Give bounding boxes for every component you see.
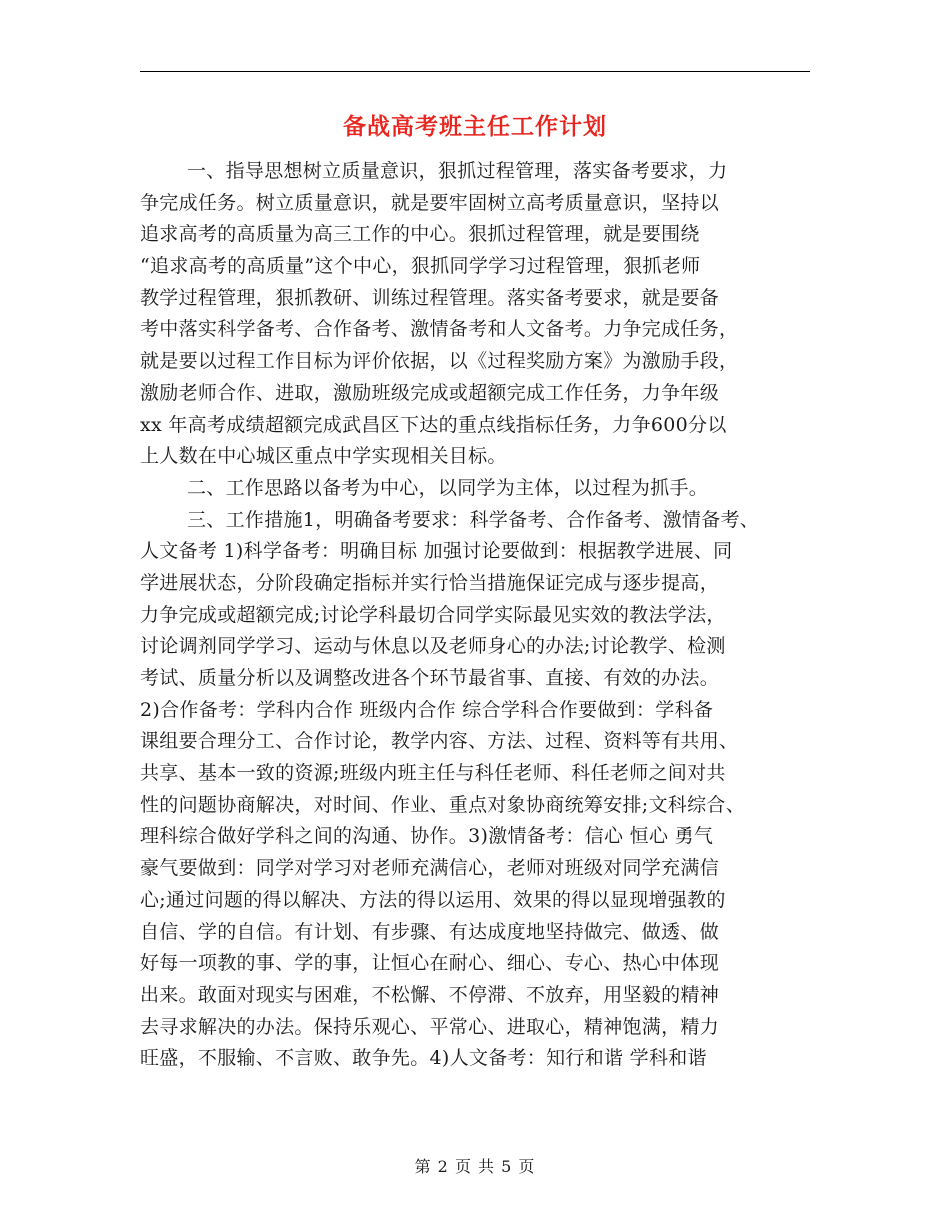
document-title: 备战高考班主任工作计划: [343, 113, 607, 140]
text-line: 讨论调剂同学学习、运动与休息以及老师身心的办法;讨论教学、检测: [140, 635, 726, 658]
text-line: 二、工作思路以备考为中心，以同学为主体，以过程为抓手。: [187, 476, 709, 499]
text-line: “追求高考的高质量”这个中心，狠抓同学学习过程管理，狠抓老师: [140, 255, 701, 278]
header-rule: [140, 71, 810, 72]
text-line: 2)合作备考：学科内合作 班级内合作 综合学科合作要做到：学科备: [140, 698, 714, 721]
text-line: 出来。敢面对现实与困难，不松懈、不停滞、不放弃，用坚毅的精神: [140, 983, 720, 1006]
text-line: 力争完成或超额完成;讨论学科最切合同学实际最见实效的教法学法，: [140, 603, 726, 626]
text-line: 追求高考的高质量为高三工作的中心。狠抓过程管理，就是要围绕: [140, 223, 700, 246]
text-line: 考试、质量分析以及调整改进各个环节最省事、直接、有效的办法。: [140, 667, 720, 689]
text-line: 就是要以过程工作目标为评价依据，以《过程奖励方案》为激励手段，: [140, 350, 739, 373]
document-body: [140, 156, 830, 1075]
text-line: 三、工作措施1，明确备考要求：科学备考、合作备考、激情备考、: [187, 508, 760, 531]
text-line: 课组要合理分工、合作讨论，教学内容、方法、过程、资料等有共用、: [140, 730, 739, 753]
text-line: 性的问题协商解决，对时间、作业、重点对象协商统筹安排;文科综合、: [140, 793, 746, 816]
text-line: 考中落实科学备考、合作备考、激情备考和人文备考。力争完成任务，: [140, 318, 739, 341]
text-line: 激励老师合作、进取，激励班级完成或超额完成工作任务，力争年级: [140, 381, 720, 404]
text-line: 旺盛，不服输、不言败、敢争先。4)人文备考：知行和谐 学科和谐: [140, 1047, 707, 1070]
text-line: 上人数在中心城区重点中学实现相关目标。: [140, 445, 507, 468]
text-line: 理科综合做好学科之间的沟通、协作。3)激情备考：信心 恒心 勇气: [140, 825, 714, 848]
text-line: 豪气要做到：同学对学习对老师充满信心，老师对班级对同学充满信: [140, 857, 720, 880]
text-line: 自信、学的自信。有计划、有步骤、有达成度地坚持做完、做透、做: [140, 920, 720, 943]
text-line: xx 年高考成绩超额完成武昌区下达的重点线指标任务，力争600分以: [140, 413, 727, 436]
text-line: 去寻求解决的办法。保持乐观心、平常心、进取心，精神饱满，精力: [140, 1015, 720, 1038]
text-line: 好每一项教的事、学的事，让恒心在耐心、细心、专心、热心中体现: [140, 952, 720, 975]
text-line: 教学过程管理，狠抓教研、训练过程管理。落实备考要求，就是要备: [140, 286, 720, 309]
text-line: 心;通过问题的得以解决、方法的得以运用、效果的得以显现增强教的: [140, 888, 726, 911]
text-line: 人文备考 1)科学备考：明确目标 加强讨论要做到：根据教学进展、同: [140, 540, 733, 563]
text-line: 一、指导思想树立质量意识，狠抓过程管理，落实备考要求，力: [187, 160, 728, 182]
page-number-footer: 第 2 页 共 5 页: [414, 1157, 536, 1176]
text-line: 争完成任务。树立质量意识，就是要牢固树立高考质量意识，坚持以: [140, 191, 720, 214]
text-line: 学进展状态，分阶段确定指标并实行恰当措施保证完成与逐步提高，: [140, 571, 720, 594]
text-line: 共享、基本一致的资源;班级内班主任与科任老师、科任老师之间对共: [140, 762, 726, 785]
